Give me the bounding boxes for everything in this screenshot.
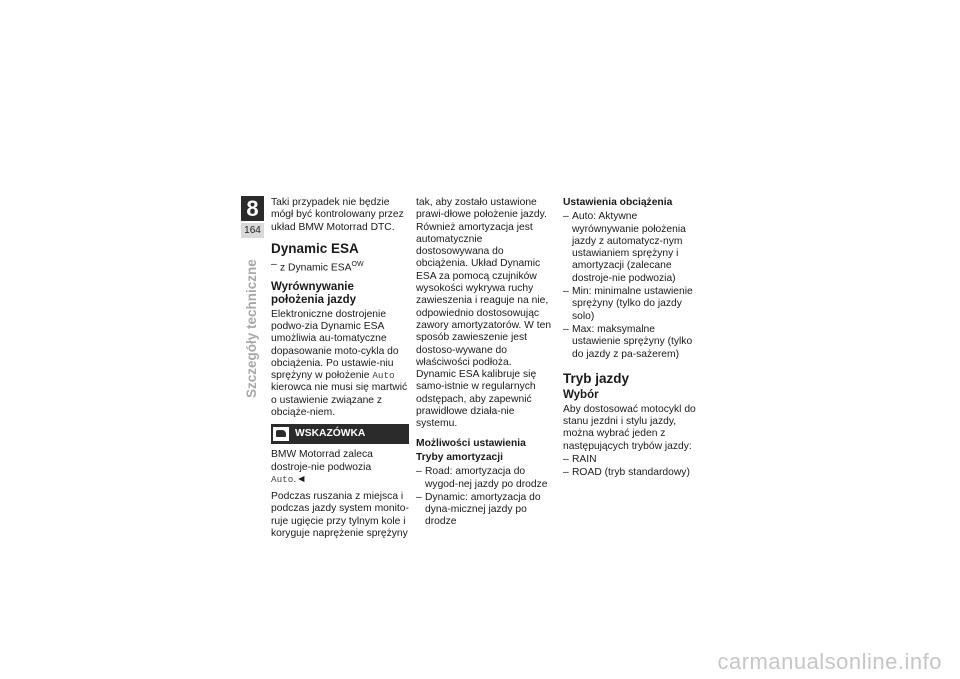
levelling-paragraph bbox=[271, 309, 409, 420]
column-1 bbox=[271, 197, 409, 545]
list-item: – Min: minimalne ustawienie sprężyny (tylko do jazdy solo) bbox=[563, 286, 701, 323]
column-2 bbox=[416, 197, 554, 530]
heading-levelling: Wyrównywanie położenia jazdy bbox=[271, 280, 356, 306]
equipment-item bbox=[271, 259, 409, 275]
levelling-text-end: kierowca nie musi się martwić o ustawienie związane z obciąże-niem. bbox=[271, 382, 408, 418]
hand-pointer-icon bbox=[273, 427, 289, 441]
heading-damping: Tryby amortyzacji bbox=[416, 451, 503, 463]
auto-setting: Auto bbox=[372, 370, 395, 382]
note-text: BMW Motorrad zaleca dostroje-nie podwozia bbox=[271, 449, 373, 473]
note-auto-setting: Auto bbox=[271, 473, 294, 485]
final-paragraph: Podczas ruszania z miejsca i podczas jazdy system monito-ruje ugięcie przy tylnym kole i koryguje naprężenie sprężyny bbox=[271, 491, 409, 540]
equipment-code: OW bbox=[351, 260, 364, 268]
note-paragraph bbox=[271, 449, 409, 486]
heading-load: Ustawienia obciążenia bbox=[563, 197, 673, 208]
heading-select: Wybór bbox=[563, 388, 599, 401]
note-label: WSKAZÓWKA bbox=[295, 428, 366, 440]
list-item: – Road: amortyzacja do wygod-nej jazdy po drodze bbox=[416, 466, 554, 491]
list-item: – Dynamic: amortyzacja do dyna-micznej jazdy po drodze bbox=[416, 492, 554, 529]
page-number: 164 bbox=[241, 223, 264, 238]
chapter-number: 8 bbox=[241, 196, 264, 221]
list-item: – Max: maksymalne ustawienie sprężyny (tylko do jazdy z pa-sażerem) bbox=[563, 324, 701, 361]
chapter-title: Szczegóły techniczne bbox=[244, 259, 259, 398]
equipment-label: z Dynamic ESA bbox=[280, 262, 352, 274]
levelling-text: Elektroniczne dostrojenie podwo-zia Dynamic ESA umożliwia au-tomatyczne dopasowanie moto-cykla do obciążenia. Po ustawie-niu sprężyny w położenie bbox=[271, 308, 399, 382]
list-item: – ROAD (tryb standardowy) bbox=[563, 467, 701, 479]
heading-dynamic-esa: Dynamic ESA bbox=[271, 240, 359, 256]
heading-options: Możliwości ustawienia bbox=[416, 437, 526, 449]
intro-paragraph: Taki przypadek nie będzie mógł być kontrolowany przez układ BMW Motorrad DTC. bbox=[271, 197, 404, 233]
note-banner bbox=[271, 424, 409, 444]
list-item: – RAIN bbox=[563, 454, 701, 466]
esa-paragraph: tak, aby zostało ustawione prawi-dłowe położenie jazdy. Również amortyzacja jest automatycznie dostosowywana do obciążenia. Układ Dynamic ESA za pomocą czujników wysokości wykrywa ruchy zawieszenia i reaguje na nie, odpowiednio dostosowując zawory amortyzatorów. W ten sposób zawieszenie jest dostoso-wywane do właściwości podłoża. Dynamic ESA kalibruje się samo-istnie w regularnych odstępach, aby zapewnić prawidłowe działa-nie systemu. bbox=[416, 197, 552, 430]
select-paragraph: Aby dostosować motocykl do stanu jezdni i stylu jazdy, można wybrać jeden z następujących trybów jazdy: bbox=[563, 403, 696, 452]
heading-riding-mode: Tryb jazdy bbox=[563, 370, 630, 386]
list-item: – Auto: Aktywne wyrównywanie położenia jazdy z automatycz-nym ustawianiem sprężyny i amortyzacji (zalecane dostroje-nie podwozia) bbox=[563, 211, 701, 285]
column-3 bbox=[563, 197, 701, 481]
watermark: carmanualsonline.info bbox=[717, 649, 942, 674]
note-end: .◄ bbox=[293, 473, 307, 485]
